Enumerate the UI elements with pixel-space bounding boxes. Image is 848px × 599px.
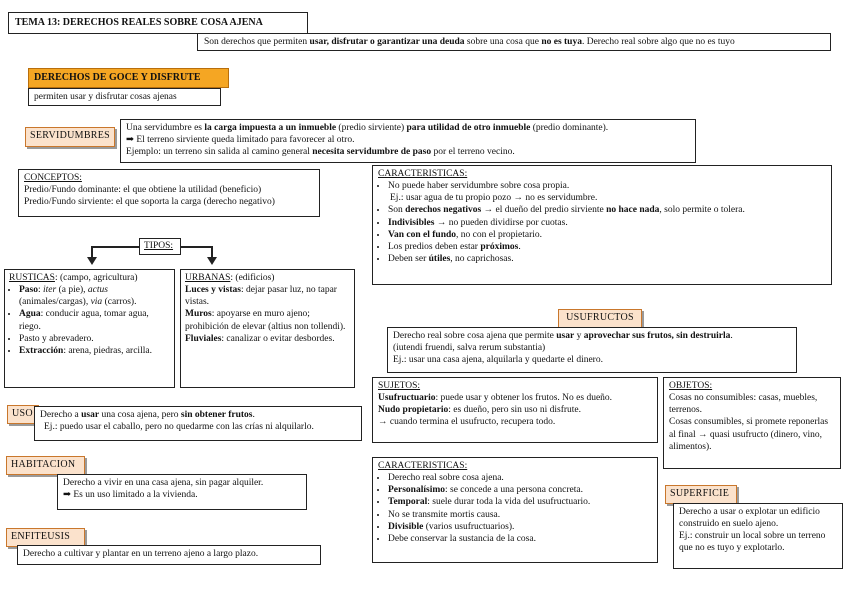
text: , no con el propietario. [456,229,543,240]
usufructos-line-2: (iutendi fruendi, salva rerum substantia) [393,343,546,354]
list-item: • Debe conservar la sustancia de la cosa. [388,533,652,545]
list-item [19,333,170,345]
enfiteusis-text: Derecho a cultivar y plantar en un terreno ajeno a largo plazo. [23,549,259,559]
caracteristicas-usufructo-title: CARACTERISTICAS: [378,461,468,471]
text: Ejemplo: un terreno sin salida al camino general [126,147,313,158]
superficie-label-text: SUPERFICIE [670,488,730,499]
bold-text: Personalísimo [388,485,445,496]
tipos-label [139,238,181,255]
page-title [8,12,308,34]
servidumbres-line-2: ➡ El terreno sirviente queda limitado para favorecer al otro. [126,135,355,146]
habitacion-box [57,474,307,510]
caracteristicas-usufructo-list [378,472,652,545]
list-item [388,496,652,508]
servidumbres-label [25,127,115,147]
goce-label [28,68,229,88]
goce-description-text: permiten usar y disfrutar cosas ajenas [34,92,177,102]
list-item [19,308,170,332]
text: : canalizar o evitar desbordes. [221,333,335,344]
text: , no caprichosas. [450,254,514,265]
text: → no pueden dividirse por cuotas. [434,217,568,228]
arrow-down-icon [87,257,97,265]
text: (animales/cargas), [19,297,91,308]
list-item [388,521,652,533]
list-item [388,217,826,229]
text: (varios usufructuarios). [423,521,515,532]
text: . [518,241,521,252]
text: Derecho a [40,410,82,420]
text: : suele durar toda la vida del usufructuario. [427,497,591,508]
caracteristicas-servidumbres-title: CARACTERISTICAS: [378,169,468,179]
text: : [38,285,44,296]
habitacion-line-2: ➡ Es un uso limitado a la vivienda. [63,490,198,501]
text: : arena, piedras, arcilla. [63,345,152,356]
servidumbres-label-text: SERVIDUMBRES [30,130,111,141]
text: : se concede a una persona concreta. [445,485,583,496]
bold-text: Divisible [388,521,424,532]
tipos-label-text: TIPOS: [144,241,174,251]
bold-text: Van con el fundo [388,229,457,240]
bold-text: usar [81,410,100,420]
bold-text: aprovechar sus frutos, sin destruirla [583,331,731,341]
conceptos-line-2: Predio/Fundo sirviente: el que soporta la carga (derecho negativo) [24,197,275,208]
text: → el dueño del predio sirviente [481,205,607,216]
superficie-label [665,485,737,504]
caracteristicas-servidumbres-list [378,180,826,265]
list-item [388,180,826,204]
bold-text: Agua [19,309,41,320]
uso-line-2: Ej.: puedo usar el caballo, pero no quedarme con las crías ni alquilarlo. [44,422,314,433]
objetos-line-2: Cosas consumibles, si promete reponerlas al final → quasi usufructo (dinero, vino, alimentos). [669,417,829,452]
tipos-line-right [181,246,213,248]
servidumbres-line-3 [126,146,690,158]
text: Una servidumbre es [126,123,205,133]
usufructos-label [558,309,642,329]
superficie-line-1: Derecho a usar o explotar un edificio construido en suelo ajeno. [679,507,820,530]
urbanas-fluviales [185,333,350,345]
enfiteusis-label-text: ENFITEUSIS [11,531,71,542]
caracteristicas-usufructo-box [372,457,658,563]
bold-text: sin obtener frutos [180,410,253,420]
list-item [388,484,652,496]
conceptos-title: CONCEPTOS: [24,173,82,183]
italic-text: via [90,297,103,308]
text: . [730,331,733,341]
text: (predio dominante). [530,123,609,133]
habitacion-label [6,456,85,475]
list-item [388,204,826,216]
definition-box [197,33,831,51]
text: : (campo, agricultura) [54,273,138,283]
list-item [388,253,826,265]
italic-text: actus [87,285,108,296]
urbanas-box [180,269,355,388]
superficie-box [673,503,843,569]
text: : (edificios) [230,273,275,283]
usufructos-line-3: Ej.: usar una casa ajena, alquilarla y quedarte el dinero. [393,355,603,366]
objetos-line-1: Cosas no consumibles: casas, muebles, terrenos. [669,393,818,416]
text: Derecho real sobre cosa ajena que permite [393,331,557,341]
italic-text: iter [43,285,57,296]
text: : puede usar y obtener los frutos. No es dueño. [435,393,613,404]
bold-text: Extracción [19,345,64,356]
text: , solo permite o tolera. [659,205,745,216]
text: (predio sirviente) [336,123,407,133]
text: Los predios deben estar [388,241,481,252]
urbanas-muros [185,308,350,332]
bold-text: Paso [19,285,38,296]
objetos-title: OBJETOS: [669,381,713,391]
text: No puede haber servidumbre sobre cosa propia. [388,181,570,192]
text: : es dueño, pero sin uso ni disfrute. [448,405,582,416]
bold-text: necesita servidumbre de paso [312,147,432,158]
bold-text: Temporal [388,497,428,508]
text: Deben ser [388,254,429,265]
bold-text: Fluviales [185,333,222,344]
bold-text: Nudo propietario [378,405,449,416]
servidumbres-definition [120,119,696,163]
definition-text: sobre una cosa que [464,37,542,47]
text: y [574,331,584,341]
definition-text: . Derecho real sobre algo que no es tuyo [581,37,735,47]
arrow-down-icon [207,257,217,265]
servidumbres-line-1 [126,122,690,134]
habitacion-label-text: HABITACION [11,459,76,470]
superficie-line-2: Ej.: construir un local sobre un terreno que no es tuyo y explotarlo. [679,531,826,554]
bold-text: la carga impuesta a un inmueble [204,123,337,133]
urbanas-luces [185,284,350,308]
usufructos-label-text: USUFRUCTOS [566,312,634,323]
text: una cosa ajena, pero [99,410,181,420]
sujetos-arrow-line: → cuando termina el usufructo, recupera todo. [378,417,556,428]
objetos-box [663,377,841,469]
list-item [388,241,826,253]
text: RUSTICAS [9,273,55,283]
conceptos-box [18,169,320,217]
definition-text: Son derechos que permiten [204,37,310,47]
habitacion-line-1: Derecho a vivir en una casa ajena, sin pagar alquiler. [63,478,264,488]
bold-text: Indivisibles [388,217,435,228]
enfiteusis-box [17,545,321,565]
list-item [388,229,826,241]
text: Ej.: usar agua de tu propio pozo → no es servidumbre. [390,193,598,204]
caracteristicas-servidumbres-box [372,165,832,285]
list-item: • Derecho real sobre cosa ajena. [388,472,652,484]
text: Son [388,205,406,216]
text: (a pie), [56,285,88,296]
text: : apoyarse en muro ajeno; prohibición de elevar (altius non tollendi). [185,309,346,332]
uso-line-1 [40,409,356,421]
text: : dejar pasar luz, no tapar vistas. [185,285,337,308]
text: (carros). [102,297,137,308]
sujetos-title: SUJETOS: [378,381,421,391]
rusticas-box [4,269,175,388]
sujetos-box [372,377,658,443]
list-item [19,345,170,357]
urbanas-title [185,272,350,284]
bold-text: Muros [185,309,212,320]
bold-text: para utilidad de otro inmueble [406,123,531,133]
uso-box [34,406,362,441]
bold-text: no hace nada [606,205,660,216]
text: URBANAS [185,273,231,283]
conceptos-line-1: Predio/Fundo dominante: el que obtiene la utilidad (beneficio) [24,185,262,196]
text: Pasto y abrevadero. [19,333,94,344]
definition-bold: no es tuya [541,37,582,47]
list-item [19,284,170,308]
rusticas-list [9,284,170,357]
goce-label-text: DERECHOS DE GOCE Y DISFRUTE [34,72,201,83]
definition-bold: usar, disfrutar o garantizar una deuda [309,37,465,47]
goce-description [28,88,221,106]
list-item: • No se transmite mortis causa. [388,509,652,521]
sujetos-nudo-propietario [378,404,652,416]
bold-text: Luces y vistas [185,285,241,296]
usufructos-line-1 [393,330,791,342]
bold-text: usar [556,331,575,341]
text: . [252,410,255,420]
usufructos-definition [387,327,797,373]
bold-text: Usufructuario [378,393,436,404]
text: : conducir agua, tomar agua, riego. [19,309,149,332]
text: por el terreno vecino. [431,147,515,158]
uso-label-text: USO [12,408,33,419]
page-title-text: TEMA 13: DERECHOS REALES SOBRE COSA AJENA [15,17,263,28]
rusticas-title [9,272,170,284]
bold-text: derechos negativos [405,205,482,216]
sujetos-usufructuario [378,392,652,404]
tipos-line-left [92,246,139,248]
bold-text: útiles [428,254,451,265]
bold-text: próximos [480,241,519,252]
